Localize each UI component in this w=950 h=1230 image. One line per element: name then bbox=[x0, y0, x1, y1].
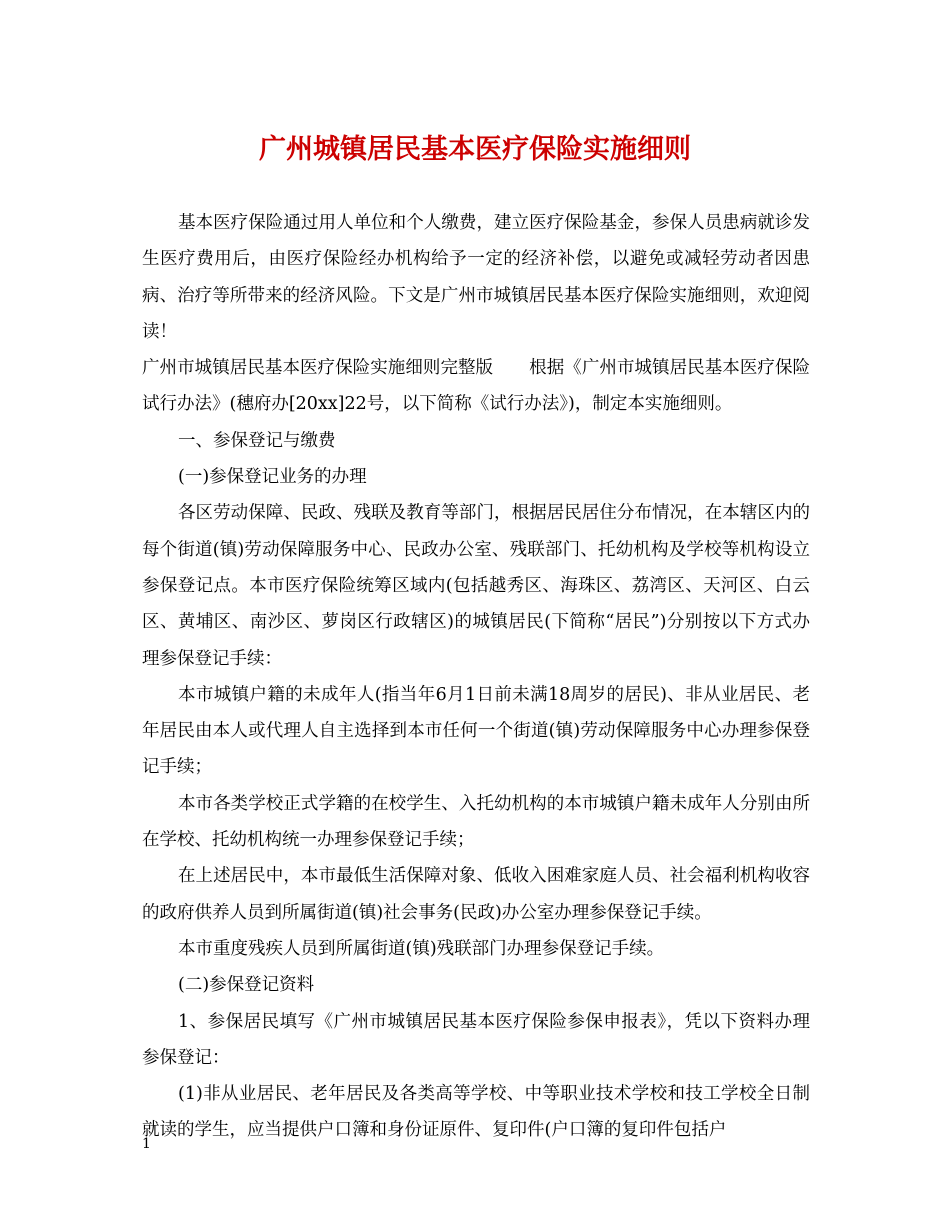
paragraph-students: 本市各类学校正式学籍的在校学生、入托幼机构的本市城镇户籍未成年人分别由所在学校、托幼机构统一办理参保登记手续； bbox=[142, 793, 810, 851]
page-number: 1 bbox=[142, 1136, 151, 1152]
subsection-heading-materials: (二)参保登记资料 bbox=[178, 975, 315, 996]
paragraph-low-income: 在上述居民中，本市最低生活保障对象、低收入困难家庭人员、社会福利机构收容的政府供养人员到所属街道(镇)社会事务(民政)办公室办理参保登记手续。 bbox=[142, 866, 810, 923]
document-body bbox=[142, 205, 810, 1149]
basis-sentence: 根据《广州市城镇居民基本医疗保险试行办法》(穗府办[20xx]22号，以下简称《试行办法》)，制定本实施细则。 bbox=[142, 358, 810, 415]
paragraph-registration-points: 各区劳动保障、民政、残联及教育等部门，根据居民居住分布情况，在本辖区内的每个街道(镇)劳动保障服务中心、民政办公室、残联部门、托幼机构及学校等机构设立参保登记点。本市医疗保险统筹区域内(包括越秀区、海珠区、荔湾区、天河区、白云区、黄埔区、南沙区、萝岗区行政辖区)的城镇居民(下简称“居民”)分别按以下方式办理参保登记手续： bbox=[142, 503, 810, 669]
paragraph-minors-residents: 本市城镇户籍的未成年人(指当年6月1日前未满18周岁的居民)、非从业居民、老年居民由本人或代理人自主选择到本市任何一个街道(镇)劳动保障服务中心办理参保登记手续； bbox=[142, 684, 810, 778]
document-title: 广州城镇居民基本医疗保险实施细则 bbox=[259, 134, 691, 165]
paragraph-disabled: 本市重度残疾人员到所属街道(镇)残联部门办理参保登记手续。 bbox=[178, 938, 665, 959]
full-version-label: 广州市城镇居民基本医疗保险实施细则完整版 bbox=[142, 358, 494, 379]
paragraph-application-form: 1、参保居民填写《广州市城镇居民基本医疗保险参保申报表》，凭以下资料办理参保登记： bbox=[142, 1011, 810, 1068]
paragraph-required-documents: (1)非从业居民、老年居民及各类高等学校、中等职业技术学校和技工学校全日制就读的学生，应当提供户口簿和身份证原件、复印件(户口簿的复印件包括户 bbox=[142, 1084, 810, 1141]
subsection-heading-handling: (一)参保登记业务的办理 bbox=[178, 467, 367, 488]
intro-paragraph: 基本医疗保险通过用人单位和个人缴费，建立医疗保险基金，参保人员患病就诊发生医疗费用后，由医疗保险经办机构给予一定的经济补偿，以避免或减轻劳动者因患病、治疗等所带来的经济风险。下文是广州市城镇居民基本医疗保险实施细则，欢迎阅读！ bbox=[142, 213, 810, 342]
section-heading-registration: 一、参保登记与缴费 bbox=[178, 430, 336, 451]
mixed-paragraph bbox=[142, 350, 810, 423]
